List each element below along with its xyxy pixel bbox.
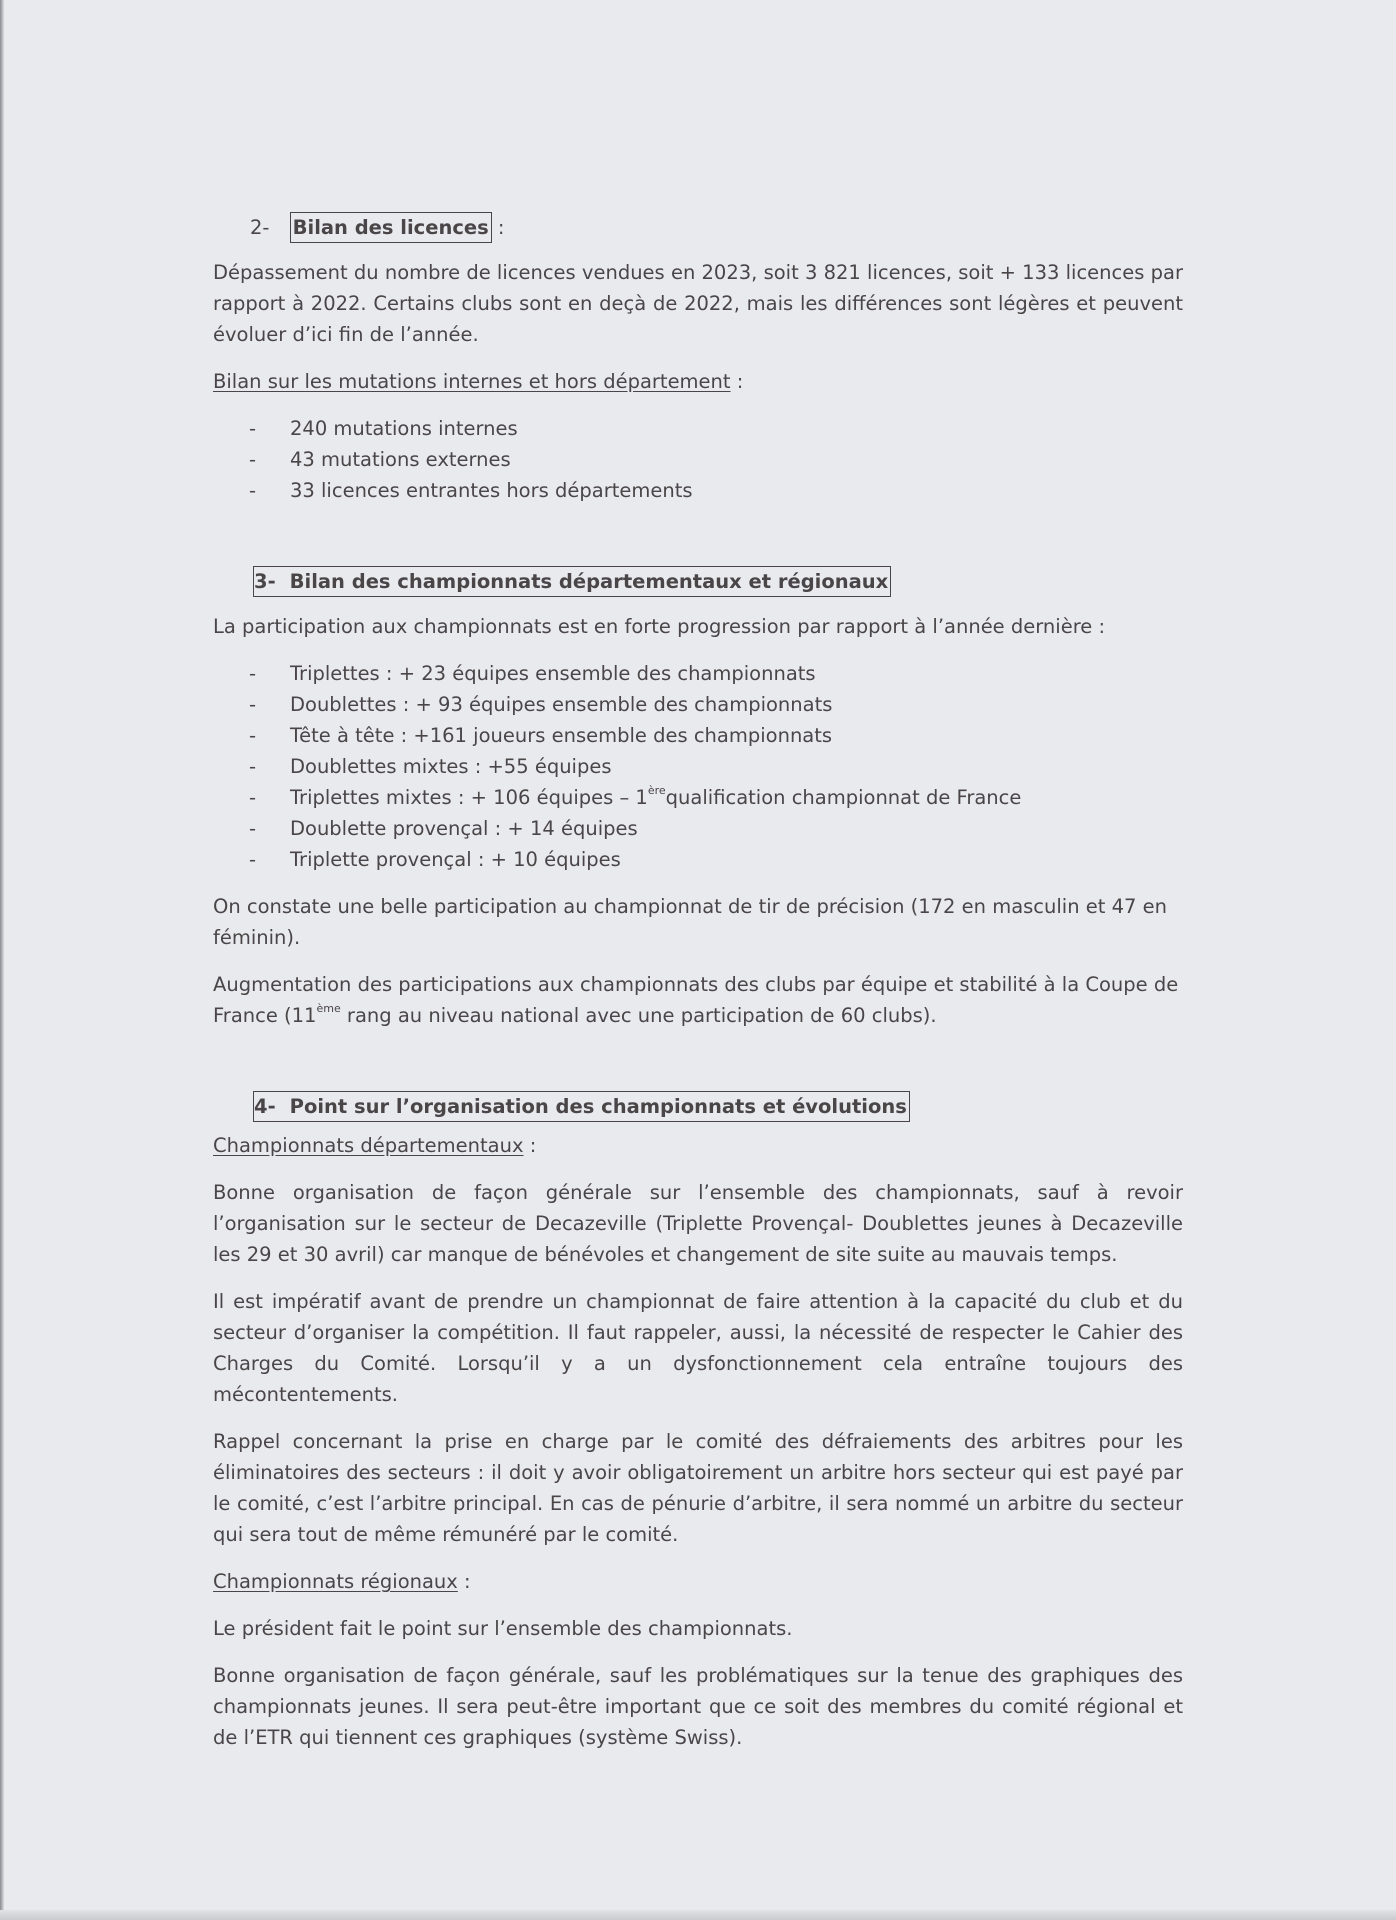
list-item: - Triplettes : + 23 équipes ensemble des championnats: [249, 662, 816, 685]
list-item: - 33 licences entrantes hors départements: [249, 479, 693, 502]
reg-subtitle: Championnats régionaux :: [213, 1570, 471, 1593]
reg-paragraph-1: Le président fait le point sur l’ensemble des championnats.: [213, 1617, 793, 1640]
section-3-heading: [213, 566, 1183, 597]
page-left-edge: [0, 0, 4, 1920]
dept-subtitle: Championnats départementaux :: [213, 1134, 537, 1157]
list-item: - 43 mutations externes: [249, 448, 511, 471]
precision-paragraph: On constate une belle participation au championnat de tir de précision (172 en masculin et 47 en féminin).: [213, 895, 1167, 949]
list-item: - Tête à tête : +161 joueurs ensemble des championnats: [249, 724, 833, 747]
dept-paragraph-2: Il est impératif avant de prendre un championnat de faire attention à la capacité du club et du secteur d’organiser la compétition. Il faut rappeler, aussi, la nécessité de respecter le Cahier des Charges du Comité. Lorsqu’il y a un dysfonctionnement cela entraîne toujours des mécontentements.: [213, 1290, 1183, 1406]
section-3-intro: La participation aux championnats est en forte progression par rapport à l’année dernière :: [213, 615, 1106, 638]
list-item: - 240 mutations internes: [249, 417, 518, 440]
dept-paragraph-1: Bonne organisation de façon générale sur l’ensemble des championnats, sauf à revoir l’organisation sur le secteur de Decazeville (Triplette Provençal- Doublettes jeunes à Decazeville les 29 et 30 avril) car manque de bénévoles et changement de site suite au mauvais temps.: [213, 1181, 1183, 1266]
page-bottom-edge: [0, 1910, 1396, 1920]
clubs-paragraph: Augmentation des participations aux championnats des clubs par équipe et stabilité à la Coupe de France (11ème rang au niveau national avec une participation de 60 clubs).: [213, 973, 1179, 1027]
reg-paragraph-2: Bonne organisation de façon générale, sauf les problématiques sur la tenue des graphiques des championnats jeunes. Il sera peut-être important que ce soit des membres du comité régional et de l’ETR qui tiennent ces graphiques (système Swiss).: [213, 1664, 1183, 1749]
list-item: - Triplettes mixtes : + 106 équipes – 1èrequalification championnat de France: [249, 784, 1022, 809]
championships-list: [213, 658, 1183, 875]
dept-paragraph-3: Rappel concernant la prise en charge par le comité des défraiements des arbitres pour les éliminatoires des secteurs : il doit y avoir obligatoirement un arbitre hors secteur qui est payé par le comité, c’est l’arbitre principal. En cas de pénurie d’arbitre, il sera nommé un arbitre du secteur qui sera tout de même rémunéré par le comité.: [213, 1430, 1183, 1546]
list-item: - Doublette provençal : + 14 équipes: [249, 817, 638, 840]
section-3-title-box: 3- Bilan des championnats départementaux et régionaux: [253, 566, 891, 597]
mutations-list: [213, 413, 1183, 506]
list-item: - Doublettes mixtes : +55 équipes: [249, 755, 612, 778]
mutations-subtitle: Bilan sur les mutations internes et hors département :: [213, 370, 744, 393]
document-body: [213, 212, 1183, 1753]
section-2-number: 2-: [250, 216, 270, 239]
section-2-paragraph: Dépassement du nombre de licences vendues en 2023, soit 3 821 licences, soit + 133 licences par rapport à 2022. Certains clubs sont en deçà de 2022, mais les différences sont légères et peuvent évoluer d’ici fin de l’année.: [213, 261, 1183, 346]
section-4-title-box: 4- Point sur l’organisation des championnats et évolutions: [253, 1091, 910, 1122]
list-item: - Triplette provençal : + 10 équipes: [249, 848, 621, 871]
section-2-title: Bilan des licences: [290, 212, 492, 243]
list-item: - Doublettes : + 93 équipes ensemble des championnats: [249, 693, 833, 716]
section-2-heading: 2- Bilan des licences :: [213, 212, 1183, 243]
section-4-heading: [213, 1091, 1183, 1122]
